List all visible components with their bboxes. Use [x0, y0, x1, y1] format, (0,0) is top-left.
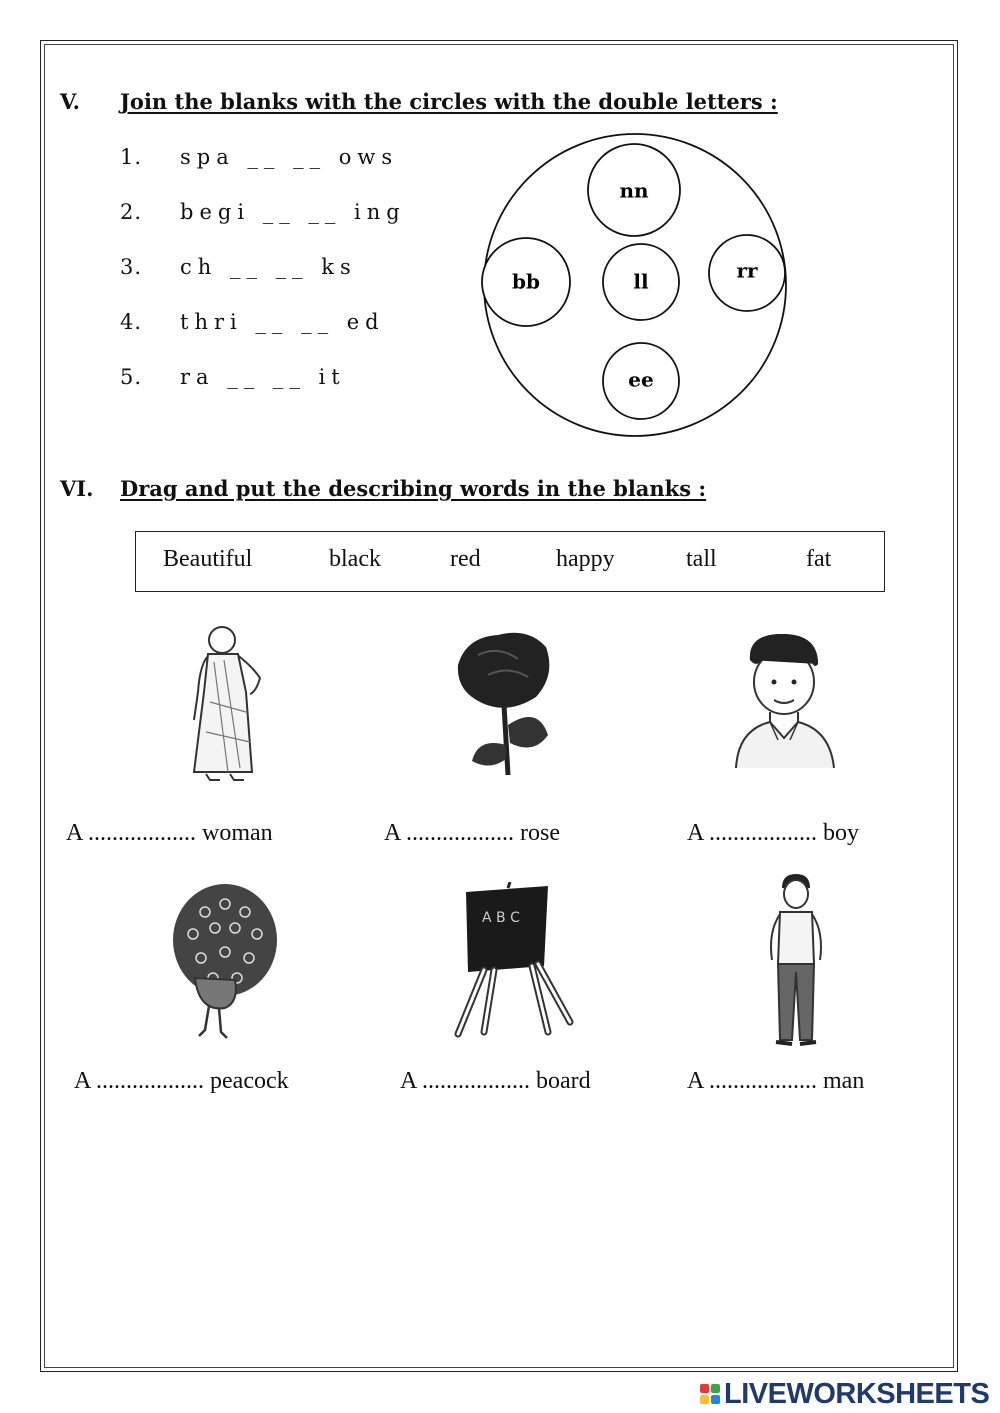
- item-word[interactable]: ch __ __ ks: [180, 255, 357, 279]
- word-bank-item[interactable]: red: [450, 546, 481, 572]
- join-item-4: [120, 310, 385, 334]
- circle-label: nn: [619, 178, 649, 203]
- logo-squares-icon: [700, 1384, 720, 1404]
- word-bank-item[interactable]: fat: [806, 546, 832, 572]
- section-6-number: VI.: [60, 476, 94, 501]
- join-item-3: [120, 255, 357, 279]
- circle-rr[interactable]: [709, 235, 785, 311]
- caption-peacock[interactable]: A .................. peacock: [74, 1068, 289, 1094]
- boy-illustration: [730, 630, 840, 772]
- circle-label: rr: [736, 258, 758, 283]
- item-number: 5.: [120, 365, 143, 389]
- item-number: 1.: [120, 145, 143, 169]
- section-6-title: Drag and put the describing words in the blanks :: [120, 476, 707, 501]
- item-word[interactable]: thri __ __ ed: [180, 310, 385, 334]
- circle-bb[interactable]: [482, 238, 570, 326]
- blackboard-illustration: [448, 882, 578, 1040]
- item-number: 4.: [120, 310, 143, 334]
- circle-ee[interactable]: [603, 343, 679, 419]
- caption-woman[interactable]: A .................. woman: [66, 820, 273, 846]
- word-bank-item[interactable]: tall: [686, 546, 717, 572]
- join-item-2: [120, 200, 406, 224]
- item-word[interactable]: ra __ __ it: [180, 365, 346, 389]
- circle-label: ee: [628, 367, 654, 392]
- item-word[interactable]: spa __ __ ows: [180, 145, 399, 169]
- woman-illustration: [180, 622, 280, 784]
- word-bank: [135, 531, 885, 592]
- word-bank-item[interactable]: happy: [556, 546, 615, 572]
- item-number: 2.: [120, 200, 143, 224]
- section-5-title: Join the blanks with the circles with the double letters :: [120, 89, 778, 114]
- word-bank-item[interactable]: Beautiful: [163, 546, 253, 572]
- peacock-illustration: [165, 882, 285, 1042]
- logo-text: LIVEWORKSHEETS: [724, 1377, 990, 1410]
- caption-man[interactable]: A .................. man: [687, 1068, 865, 1094]
- svg-text:A B C: A B C: [482, 910, 520, 926]
- item-word[interactable]: begi __ __ ing: [180, 200, 406, 224]
- caption-rose[interactable]: A .................. rose: [384, 820, 560, 846]
- join-item-5: [120, 365, 346, 389]
- word-bank-item[interactable]: black: [329, 546, 381, 572]
- circle-label: bb: [512, 269, 540, 294]
- man-illustration: [760, 872, 830, 1054]
- item-number: 3.: [120, 255, 143, 279]
- caption-boy[interactable]: A .................. boy: [687, 820, 860, 846]
- section-5-number: V.: [60, 89, 80, 114]
- circle-nn[interactable]: [588, 144, 680, 236]
- join-item-1: [120, 145, 398, 169]
- liveworksheets-logo[interactable]: [700, 1378, 989, 1410]
- caption-board[interactable]: A .................. board: [400, 1068, 591, 1094]
- double-letters-circle: [470, 130, 800, 450]
- rose-illustration: [448, 625, 558, 785]
- circle-label: ll: [633, 269, 649, 294]
- circle-ll[interactable]: [603, 244, 679, 320]
